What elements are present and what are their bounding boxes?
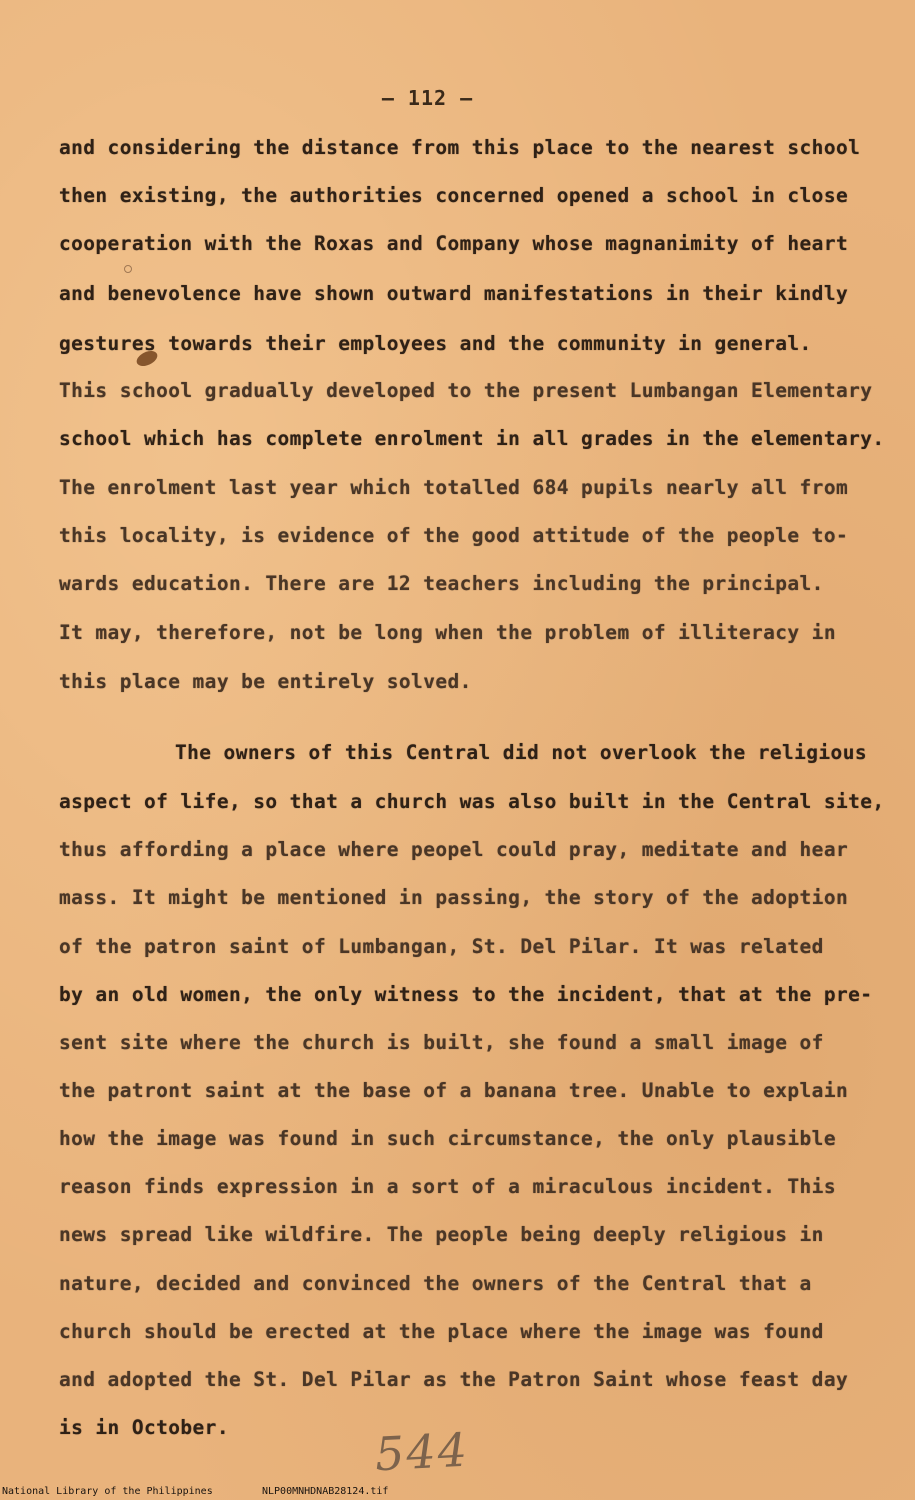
text-line: This school gradually developed to the present Lumbangan Elementary — [59, 379, 873, 402]
footer-file-id: NLP00MNHDNAB28124.tif — [262, 1486, 389, 1497]
text-line: The enrolment last year which totalled 684 pupils nearly all from — [59, 476, 849, 499]
text-line: gestures towards their employees and the community in general. — [59, 332, 812, 355]
text-line: and adopted the St. Del Pilar as the Patron Saint whose feast day — [59, 1368, 849, 1391]
text-line: sent site where the church is built, she found a small image of — [59, 1031, 824, 1054]
text-line: the patront saint at the base of a banana tree. Unable to explain — [59, 1079, 849, 1102]
text-line: how the image was found in such circumstance, the only plausible — [59, 1127, 836, 1150]
text-line: is in October. — [59, 1416, 229, 1439]
text-line: thus affording a place where peopel could pray, meditate and hear — [59, 838, 849, 861]
text-line: school which has complete enrolment in all grades in the elementary. — [59, 427, 885, 450]
stain-mark — [124, 265, 132, 273]
text-line: nature, decided and convinced the owners of the Central that a — [59, 1272, 812, 1295]
text-line: wards education. There are 12 teachers including the principal. — [59, 572, 824, 595]
text-line: and benevolence have shown outward manifestations in their kindly — [59, 282, 849, 305]
footer-library-name: National Library of the Philippines — [2, 1486, 213, 1497]
text-line: The owners of this Central did not overlook the religious — [175, 741, 867, 764]
page-number: — 112 — — [381, 86, 474, 110]
handwritten-page-number: 544 — [373, 1422, 471, 1482]
text-line: church should be erected at the place where the image was found — [59, 1320, 824, 1343]
text-line: It may, therefore, not be long when the problem of illiteracy in — [59, 621, 836, 644]
text-line: this place may be entirely solved. — [59, 670, 472, 693]
text-line: cooperation with the Roxas and Company whose magnanimity of heart — [59, 232, 849, 255]
text-line: mass. It might be mentioned in passing, the story of the adoption — [59, 886, 849, 909]
text-line: this locality, is evidence of the good attitude of the people to- — [59, 524, 849, 547]
text-line: reason finds expression in a sort of a miraculous incident. This — [59, 1175, 836, 1198]
text-line: by an old women, the only witness to the incident, that at the pre- — [59, 983, 873, 1006]
text-line: then existing, the authorities concerned opened a school in close — [59, 184, 849, 207]
text-line: aspect of life, so that a church was also built in the Central site, — [59, 790, 885, 813]
text-line: news spread like wildfire. The people being deeply religious in — [59, 1223, 824, 1246]
text-line: of the patron saint of Lumbangan, St. Del Pilar. It was related — [59, 935, 824, 958]
text-line: and considering the distance from this place to the nearest school — [59, 136, 861, 159]
